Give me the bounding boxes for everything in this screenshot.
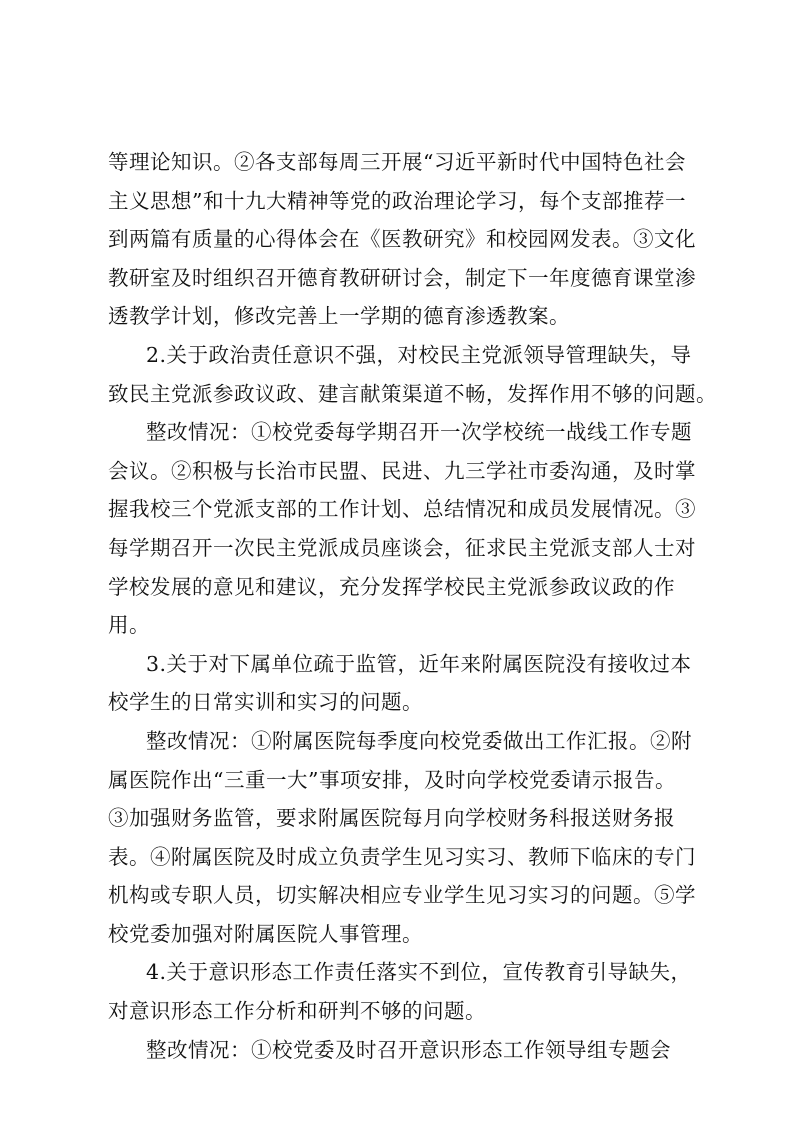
text-line: 机构或专职人员，切实解决相应专业学生见习实习的问题。⑤学 — [108, 883, 696, 908]
text-line: 学校发展的意见和建议，充分发挥学校民主党派参政议政的作 — [108, 574, 675, 599]
text-line: 校学生的日常实训和实习的问题。 — [108, 690, 423, 715]
text-line: 用。 — [108, 613, 150, 638]
item-3-rectification-line: 整改情况：①附属医院每季度向校党委做出工作汇报。②附 — [146, 728, 692, 753]
text-line: 属医院作出“三重一大”事项安排，及时向学校党委请示报告。 — [108, 767, 676, 792]
text-line: 透教学计划，修改完善上一学期的德育渗透教案。 — [108, 304, 570, 329]
text-line: 会议。②积极与长治市民盟、民进、九三学社市委沟通，及时掌 — [108, 458, 696, 483]
text-line: 每学期召开一次民主党派成员座谈会，征求民主党派支部人士对 — [108, 535, 696, 560]
item-4-heading-line: 4.关于意识形态工作责任落实不到位，宣传教育引导缺失， — [146, 960, 692, 985]
text-line: 致民主党派参政议政、建言献策渠道不畅，发挥作用不够的问题。 — [108, 381, 717, 406]
text-line: 教研室及时组织召开德育教研研讨会，制定下一年度德育课堂渗 — [108, 265, 696, 290]
document-body — [108, 143, 717, 1069]
text-line: 握我校三个党派支部的工作计划、总结情况和成员发展情况。③ — [108, 497, 696, 522]
text-line: 对意识形态工作分析和研判不够的问题。 — [108, 999, 486, 1024]
item-4-rectification-line: 整改情况：①校党委及时召开意识形态工作领导组专题会 — [146, 1037, 671, 1062]
text-line: 主义思想”和十九大精神等党的政治理论学习，每个支部推荐一 — [108, 188, 686, 213]
text-line: 到两篇有质量的心得体会在《医教研究》和校园网发表。③文化 — [108, 227, 696, 252]
text-line: 校党委加强对附属医院人事管理。 — [108, 921, 423, 946]
item-2-rectification-line: 整改情况：①校党委每学期召开一次学校统一战线工作专题 — [146, 420, 692, 445]
text-line: 等理论知识。②各支部每周三开展“习近平新时代中国特色社会 — [108, 150, 686, 174]
item-3-heading-line: 3.关于对下属单位疏于监管，近年来附属医院没有接收过本 — [146, 651, 692, 676]
text-line: ③加强财务监管，要求附属医院每月向学校财务科报送财务报 — [108, 806, 675, 831]
text-line: 表。④附属医院及时成立负责学生见习实习、教师下临床的专门 — [108, 844, 696, 869]
item-2-heading-line: 2.关于政治责任意识不强，对校民主党派领导管理缺失，导 — [146, 342, 692, 367]
